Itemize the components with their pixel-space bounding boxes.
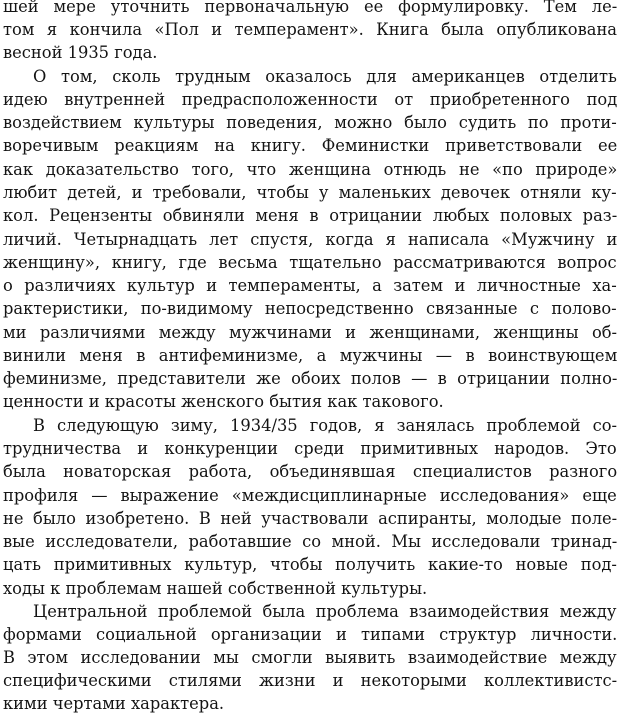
text-line: ценности и красоты женского бытия как такового. (3, 392, 444, 411)
text-line: цать примитивных культур, чтобы получить какие-то новые под- (3, 555, 617, 574)
text-line: том я кончила «Пол и темперамент». Книга была опубликована (3, 20, 618, 39)
text-line: вые исследователи, работавшие со мной. Мы исследовали тринад- (3, 532, 618, 551)
text-line: кол. Рецензенты обвиняли меня в отрицании любых половых раз- (3, 206, 618, 225)
text-line: феминизме, представители же обоих полов — в отрицании полно- (3, 369, 618, 388)
text-line: шей мере уточнить первоначальную ее формулировку. Тем ле- (3, 0, 618, 16)
text-line: о различиях культур и темпераменты, а затем и личностные ха- (3, 276, 617, 295)
text-line: не было изобретено. В ней участвовали аспиранты, молодые поле- (3, 509, 618, 528)
text-line: В следующую зиму, 1934/35 годов, я занялась проблемой со- (33, 416, 618, 435)
text-line: идею внутренней предрасположенности от приобретенного под (3, 90, 618, 109)
document-page (3, 0, 618, 713)
text-line: воздействием культуры поведения, можно было судить по проти- (3, 113, 617, 132)
text-line: трудничества и конкуренции среди примитивных народов. Это (3, 439, 617, 458)
text-line: винили меня в антифеминизме, а мужчины — в воинствующем (3, 346, 618, 365)
text-line: воречивым реакциям на книгу. Феминистки приветствовали ее (3, 136, 618, 155)
text-line: любит детей, и требовали, чтобы у маленьких девочек отняли ку- (3, 183, 617, 202)
text-line: как доказательство того, что женщина отнюдь не «по природе» (3, 160, 618, 179)
text-line: В этом исследовании мы смогли выявить взаимодействие между (3, 648, 617, 667)
text-line: ми различиями между мужчинами и женщинами, женщины об- (3, 323, 618, 342)
text-line: ходы к проблемам нашей собственной культуры. (3, 579, 428, 598)
text-line: формами социальной организации и типами структур личности. (3, 625, 618, 644)
text-line: Центральной проблемой была проблема взаимодействия между (33, 602, 617, 621)
text-line: кими чертами характера. (3, 694, 225, 713)
text-line: рактеристики, по-видимому непосредственно связанные с полово- (3, 299, 617, 318)
text-line: весной 1935 года. (3, 43, 158, 62)
text-line: личий. Четырнадцать лет спустя, когда я написала «Мужчину и (3, 230, 618, 249)
text-line: О том, сколь трудным оказалось для американцев отделить (33, 67, 617, 86)
text-line: женщину», книгу, где весьма тщательно рассматриваются вопрос (3, 253, 617, 272)
text-line: была новаторская работа, объединявшая специалистов разного (3, 462, 618, 481)
text-line: специфическими стилями жизни и некоторыми коллективистс- (3, 671, 618, 690)
text-line: профиля — выражение «междисциплинарные исследования» еще (3, 486, 617, 505)
